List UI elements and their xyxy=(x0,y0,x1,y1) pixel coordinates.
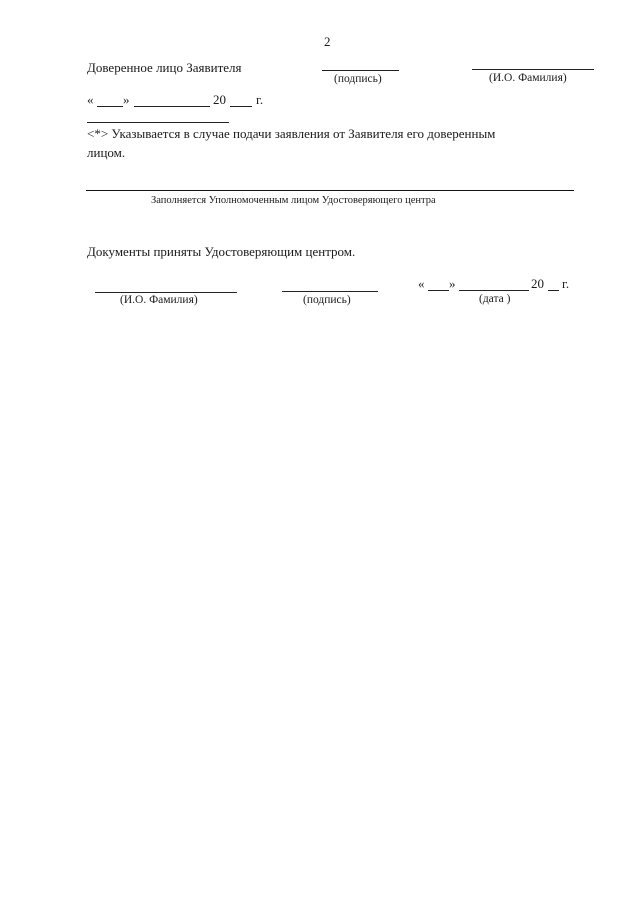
acceptance-date-open-quote: « xyxy=(418,276,425,291)
acceptance-date-close-quote: » xyxy=(449,276,456,291)
proxy-date-year-prefix: 20 xyxy=(213,92,226,107)
acceptance-date-day-line xyxy=(428,290,449,291)
proxy-date-close-quote: » xyxy=(123,92,130,107)
footnote-separator xyxy=(87,122,229,123)
officer-signature-caption: (подпись) xyxy=(303,294,351,306)
acceptance-date-month-line xyxy=(459,290,529,291)
proxy-date-open-quote: « xyxy=(87,92,94,107)
proxy-signature-caption: (подпись) xyxy=(334,73,382,85)
footnote-line-1: <*> Указывается в случае подачи заявления от Заявителя его доверенным xyxy=(87,126,496,141)
proxy-date-day-line xyxy=(97,106,123,107)
proxy-signature-line xyxy=(322,70,399,71)
officer-name-line xyxy=(95,292,237,293)
section-divider xyxy=(86,190,574,191)
footnote-line-2: лицом. xyxy=(87,145,126,160)
proxy-date-month-line xyxy=(134,106,210,107)
section-caption: Заполняется Уполномоченным лицом Удостоверяющего центра xyxy=(151,195,436,206)
acceptance-date-year-prefix: 20 xyxy=(531,276,544,291)
acceptance-date-year-suffix: г. xyxy=(562,276,570,291)
proxy-date-year-suffix: г. xyxy=(256,92,264,107)
acceptance-date-year-line xyxy=(548,290,559,291)
proxy-name-caption: (И.О. Фамилия) xyxy=(489,72,567,84)
proxy-name-line xyxy=(472,69,594,70)
proxy-label: Доверенное лицо Заявителя xyxy=(87,60,242,75)
page-number: 2 xyxy=(324,34,331,49)
officer-signature-line xyxy=(282,291,378,292)
officer-name-caption: (И.О. Фамилия) xyxy=(120,294,198,306)
proxy-date-year-line xyxy=(230,106,252,107)
acceptance-statement: Документы приняты Удостоверяющим центром. xyxy=(87,244,356,259)
acceptance-date-caption: (дата ) xyxy=(479,293,511,305)
